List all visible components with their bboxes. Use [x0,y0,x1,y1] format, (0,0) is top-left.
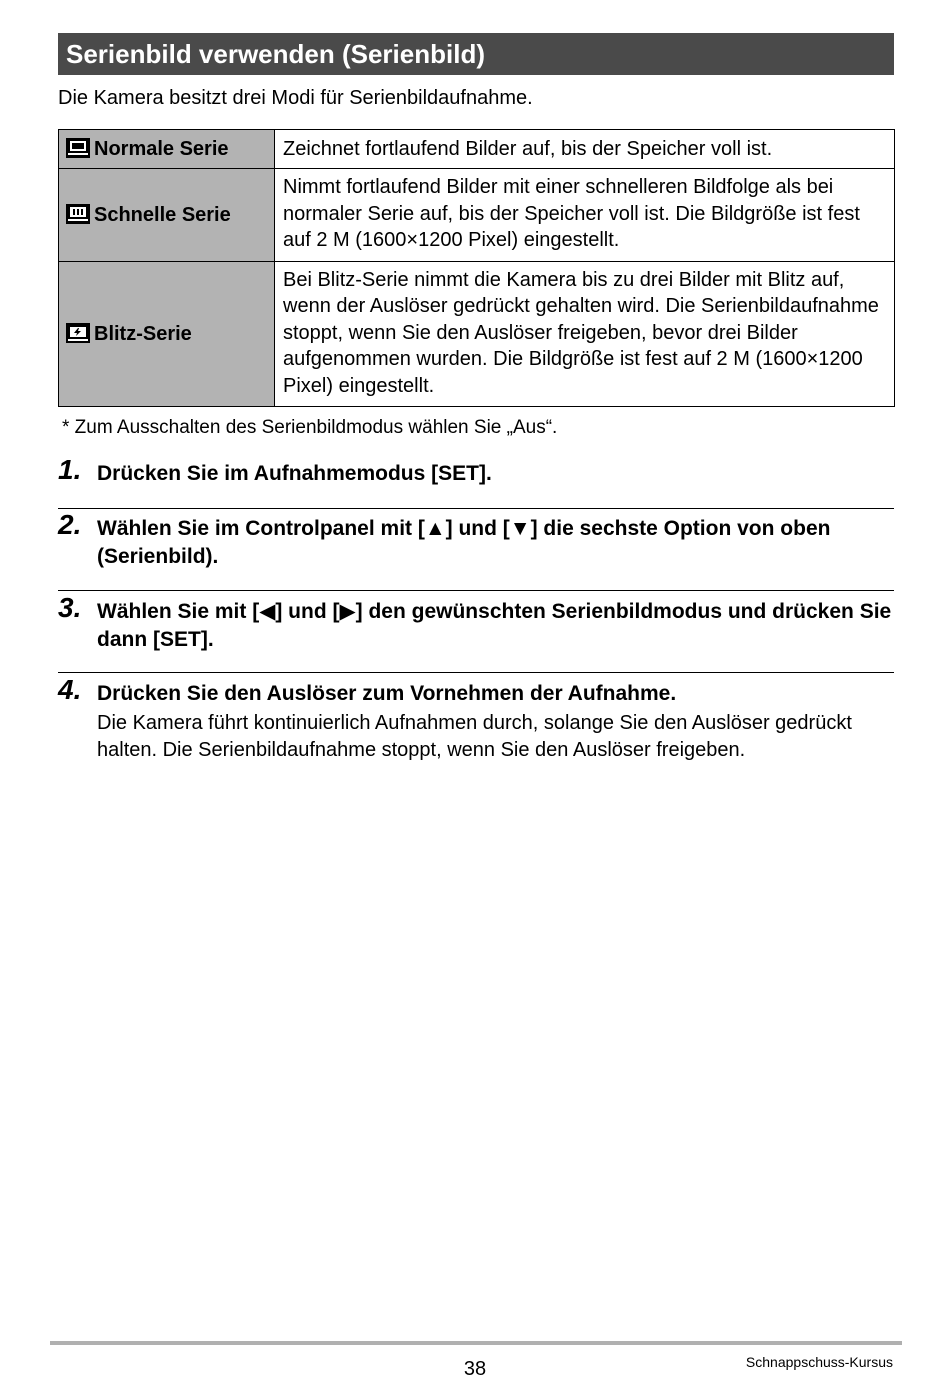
step-number: 1. [58,454,82,485]
right-arrow-icon: ▶ [339,600,356,623]
step-number: 2. [58,509,82,540]
high-speed-burst-icon [66,204,90,224]
mode-name-cell [59,130,275,169]
step-number: 4. [58,674,82,705]
step-4 [58,674,894,763]
normal-burst-icon [66,138,90,158]
step-3 [58,592,894,654]
step-instruction: Drücken Sie im Aufnahmemodus [SET]. [97,462,492,485]
mode-name: Blitz-Serie [94,322,192,345]
step-instruction: Wählen Sie mit [◀] und [▶] den gewünschten Serienbildmodus und drücken Sie dann [SET]. [97,600,892,651]
step-1 [58,454,894,488]
mode-description: Bei Blitz-Serie nimmt die Kamera bis zu drei Bilder mit Blitz auf, wenn der Auslöser gedrückt gehalten wird. Die Serienbildaufnahme stoppt, wenn Sie den Auslöser freigeben, bevor drei Bilder aufgenommen wurden. Die Bildgröße ist fest auf 2 M (1600×1200 Pixel) eingestellt. [275,261,895,407]
left-arrow-icon: ◀ [259,600,276,623]
step-instruction: Wählen Sie im Controlpanel mit [▲] und [▼] die sechste Option von oben (Serienbild). [97,517,831,568]
flash-burst-icon [66,323,90,343]
step-2 [58,509,894,571]
mode-name: Normale Serie [94,137,229,160]
mode-description: Zeichnet fortlaufend Bilder auf, bis der Speicher voll ist. [275,130,895,169]
divider [58,672,894,673]
step-body: Die Kamera führt kontinuierlich Aufnahmen durch, solange Sie den Auslöser gedrückt halten. Die Serienbildaufnahme stoppt, wenn Sie den Auslöser freigeben. [97,712,852,761]
table-row [59,261,895,407]
up-arrow-icon: ▲ [424,517,446,540]
step-instruction: Drücken Sie den Auslöser zum Vornehmen der Aufnahme. [97,682,677,705]
mode-description: Nimmt fortlaufend Bilder mit einer schnelleren Bildfolge als bei normaler Serie auf, bis der Speicher voll ist. Die Bildgröße ist fest auf 2 M (1600×1200 Pixel) eingestellt. [275,169,895,262]
down-arrow-icon: ▼ [509,517,531,540]
table-row [59,169,895,262]
burst-mode-table [58,129,895,407]
divider [58,508,894,509]
page-number: 38 [463,1358,487,1380]
footer-line [50,1341,902,1345]
table-row [59,130,895,169]
step-number: 3. [58,592,82,623]
intro-text: Die Kamera besitzt drei Modi für Serienbildaufnahme. [58,87,533,109]
section-name: Schnappschuss-Kursus [745,1354,893,1370]
mode-name-cell [59,261,275,407]
divider [58,590,894,591]
page-title: Serienbild verwenden (Serienbild) [58,33,894,75]
footnote: * Zum Ausschalten des Serienbildmodus wählen Sie „Aus“. [62,417,558,438]
mode-name-cell [59,169,275,262]
mode-name: Schnelle Serie [94,203,231,226]
